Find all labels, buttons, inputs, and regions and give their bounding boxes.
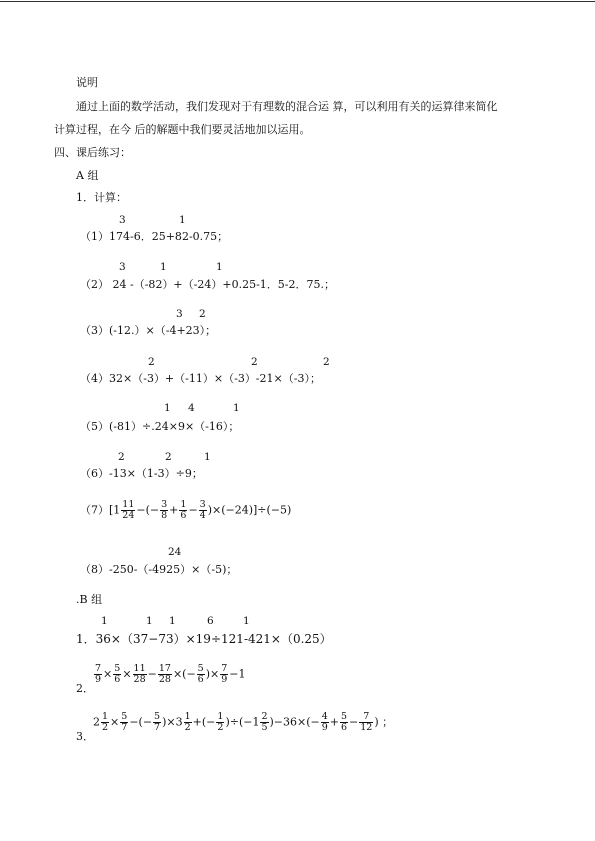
- a8-part1: ）×（-5)；: [180, 563, 238, 576]
- fraction-2-5: $\frac{2}{5}$: [261, 711, 268, 733]
- a4-part0: （4）32×（-: [80, 372, 147, 385]
- fraction-5-6: $\frac{5}{6}$: [114, 663, 121, 685]
- b1-top-5: 1: [243, 615, 250, 627]
- fraction-1-6: $\frac{1}{6}$: [180, 499, 187, 521]
- a4-part2: ）-21×（-: [244, 372, 298, 385]
- a5-den3: 16: [208, 420, 223, 433]
- fraction-11-28: $\frac{11}{28}$: [133, 663, 146, 685]
- group-a-heading: A 组: [76, 169, 99, 182]
- a8-den1: 25: [166, 563, 181, 576]
- a1-den2: 2: [181, 230, 189, 243]
- a7-part3: −: [188, 503, 198, 517]
- a5-top-2: 4: [188, 402, 195, 414]
- a5-top-1: 1: [164, 402, 171, 414]
- b1-den4: 19: [195, 632, 211, 646]
- a4-den2: 3: [237, 372, 245, 385]
- b1-den1: 6: [103, 632, 111, 646]
- fraction-5-6b: $\frac{5}{6}$: [197, 663, 204, 685]
- a5-part3: ）；: [222, 420, 240, 433]
- a4-part3: ）；: [304, 372, 321, 385]
- fraction-1-2b: $\frac{1}{2}$: [184, 711, 191, 733]
- a3-den1: 4: [169, 324, 177, 337]
- b3-label: 3．: [76, 730, 94, 743]
- b1-part0: 1．3: [76, 632, 104, 646]
- a6-top-1: 2: [118, 451, 125, 463]
- fraction-11-24: $\frac{11}{24}$: [122, 499, 135, 521]
- b1-part3: ）×: [173, 632, 196, 646]
- fraction-5-7b: $\frac{5}{7}$: [154, 711, 161, 733]
- a7-part4: )×(−24)]÷(−5): [207, 503, 292, 517]
- b1-part4: ÷1: [210, 632, 229, 646]
- a6-den1: 3: [119, 467, 127, 480]
- a4-part1: ）+（-11）×（-: [153, 372, 238, 385]
- fraction-7-12: $\frac{7}{12}$: [360, 711, 373, 733]
- a2-den3: 4: [204, 278, 212, 291]
- a6-den2: 3: [157, 467, 165, 480]
- b1-top-3: 1: [169, 615, 176, 627]
- a4-top-3: 2: [323, 356, 330, 368]
- fraction-7-9b: $\frac{7}{9}$: [221, 663, 228, 685]
- a3-part0: （3）(-12.）×（-: [80, 324, 170, 337]
- a5-den1: 4: [161, 420, 169, 433]
- a1-top-3: 3: [119, 214, 126, 226]
- fraction-4-9: $\frac{4}{9}$: [321, 711, 328, 733]
- a4-den1: 3: [146, 372, 154, 385]
- a6-top-2: 2: [165, 451, 172, 463]
- a1-top-1: 1: [179, 214, 186, 226]
- explanation-paragraph-line1: 通过上面的数学活动，我们发现对于有理数的混合运 算，可以利用有关的运算律来简化: [76, 100, 498, 113]
- top-border-line: [0, 1, 595, 2]
- problem-a7: [80, 500, 291, 521]
- a2-part0: （2） 2: [80, 278, 120, 291]
- b1-top-2: 1: [146, 615, 153, 627]
- a3-den2: 3: [192, 324, 200, 337]
- a3-top-1: 3: [176, 308, 183, 320]
- a2-part1: -（-8: [126, 278, 156, 291]
- explanation-paragraph-line2: 计算过程，在今 后的解题中我们要灵活地加以运用。: [54, 123, 311, 136]
- b1-top-1: 1: [101, 615, 108, 627]
- a6-part0: （6）-1: [80, 467, 120, 480]
- a5-den2: 9: [177, 420, 185, 433]
- a2-den2: 2: [155, 278, 163, 291]
- fraction-1-2: $\frac{1}{2}$: [102, 711, 109, 733]
- a7-part1: −(−: [136, 503, 160, 517]
- b2-label: 2．: [76, 682, 94, 695]
- b1-part1: ×（3: [110, 632, 141, 646]
- group-b-heading: .B 组: [76, 593, 103, 606]
- a8-part0: （8）-250-（-49: [80, 563, 167, 576]
- a7-part0: （7）[1: [80, 503, 121, 517]
- a6-part2: ）÷: [164, 467, 185, 480]
- a8-top: 24: [168, 546, 182, 558]
- fraction-17-28: $\frac{17}{28}$: [158, 663, 171, 685]
- a4-top-1: 2: [148, 356, 155, 368]
- a6-part3: ；: [191, 467, 203, 480]
- fraction-3-4: $\frac{3}{4}$: [199, 499, 206, 521]
- a1-part2: -0.75；: [188, 230, 229, 243]
- fraction-7-9: $\frac{7}{9}$: [95, 663, 102, 685]
- b1-den5: 21: [228, 632, 244, 646]
- a2-top-3: 1: [216, 261, 223, 273]
- fraction-1-2c: $\frac{1}{2}$: [217, 711, 224, 733]
- a1-part1: -6．25+8: [130, 230, 182, 243]
- a4-den3: 3: [297, 372, 305, 385]
- a3-top-2: 2: [199, 308, 206, 320]
- b1-part5: -421×（0.25）: [243, 632, 332, 646]
- a2-part3: ）+0.25-1．5-2．75.；: [211, 278, 336, 291]
- explanation-heading: 说明: [76, 76, 98, 89]
- a3-part1: +2: [176, 324, 193, 337]
- a5-part1: ×: [168, 420, 178, 433]
- a6-top-3: 1: [204, 451, 211, 463]
- section-exercises-heading: 四、课后练习：: [54, 146, 131, 159]
- b1-den2: 7: [140, 632, 149, 646]
- b1-top-4: 6: [207, 615, 214, 627]
- fraction-3-8: $\frac{3}{8}$: [161, 499, 168, 521]
- a1-part0: （1）17: [80, 230, 123, 243]
- a4-top-2: 2: [251, 356, 258, 368]
- a5-part0: （5）(-81）÷.2: [80, 420, 162, 433]
- a6-den3: 9: [184, 467, 192, 480]
- a2-top-1: 3: [119, 261, 126, 273]
- fraction-5-7: $\frac{5}{7}$: [121, 711, 128, 733]
- a2-den1: 4: [119, 278, 127, 291]
- a3-part2: ）；: [199, 324, 217, 337]
- b1-den3: 3: [165, 632, 174, 646]
- a5-part2: ×（-: [184, 420, 209, 433]
- a2-top-2: 1: [160, 261, 167, 273]
- a1-den1: 4: [123, 230, 130, 243]
- question-1-heading: 1．计算：: [76, 191, 127, 204]
- a6-part1: ×（1-: [126, 467, 158, 480]
- fraction-5-6c: $\frac{5}{6}$: [341, 711, 348, 733]
- a2-part2: ）+（-2: [162, 278, 205, 291]
- a5-top-3: 1: [233, 402, 240, 414]
- b1-part2: −7: [148, 632, 166, 646]
- a7-part2: +: [169, 503, 179, 517]
